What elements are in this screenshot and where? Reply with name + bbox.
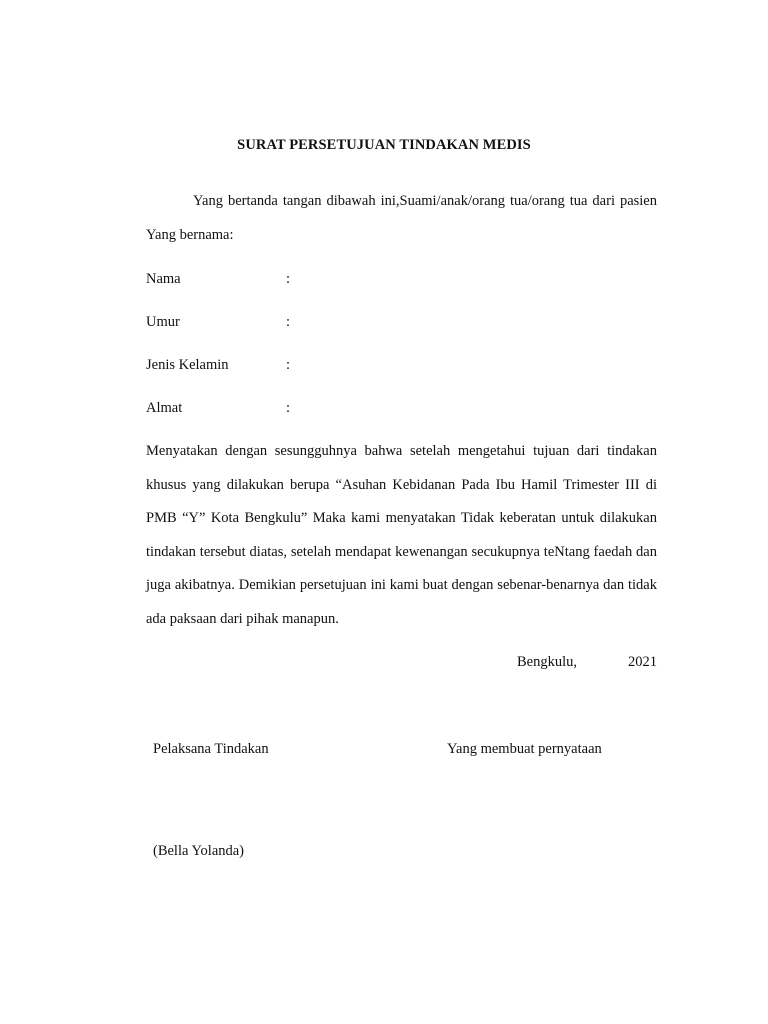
field-colon: :: [286, 357, 291, 373]
place-date: [457, 654, 657, 676]
field-colon: :: [286, 271, 291, 287]
field-nama: [146, 271, 446, 293]
intro-paragraph: Yang bertanda tangan dibawah ini,Suami/anak/orang tua/orang tua dari pasien Yang bernama:: [146, 193, 657, 243]
signature-right-label: Yang membuat pernyataan: [447, 741, 602, 757]
field-label: Nama: [146, 271, 181, 287]
field-label: Umur: [146, 314, 180, 330]
field-colon: :: [286, 314, 291, 330]
field-jenis-kelamin: [146, 357, 446, 379]
signature-left-label: Pelaksana Tindakan: [153, 741, 269, 757]
field-umur: [146, 314, 446, 336]
field-label: Jenis Kelamin: [146, 357, 229, 373]
field-almat: [146, 400, 446, 422]
field-label: Almat: [146, 400, 183, 416]
field-colon: :: [286, 400, 291, 416]
year-text: 2021: [628, 654, 657, 670]
statement-paragraph: Menyatakan dengan sesungguhnya bahwa setelah mengetahui tujuan dari tindakan khusus yang dilakukan berupa “Asuhan Kebidanan Pada Ibu Hamil Trimester III di PMB “Y” Kota Bengkulu” Maka kami menyatakan Tidak keberatan untuk dilakukan tindakan tersebut diatas, setelah mendapat kewenangan secukupnya teNtang faedah dan juga akibatnya. Demikian persetujuan ini kami buat dengan sebenar-benarnya dan tidak ada paksaan dari pihak manapun.: [146, 443, 657, 627]
place-text: Bengkulu,: [516, 654, 577, 670]
document-title: SURAT PERSETUJUAN TINDAKAN MEDIS: [237, 137, 531, 153]
signature-left-name: (Bella Yolanda): [153, 843, 245, 859]
